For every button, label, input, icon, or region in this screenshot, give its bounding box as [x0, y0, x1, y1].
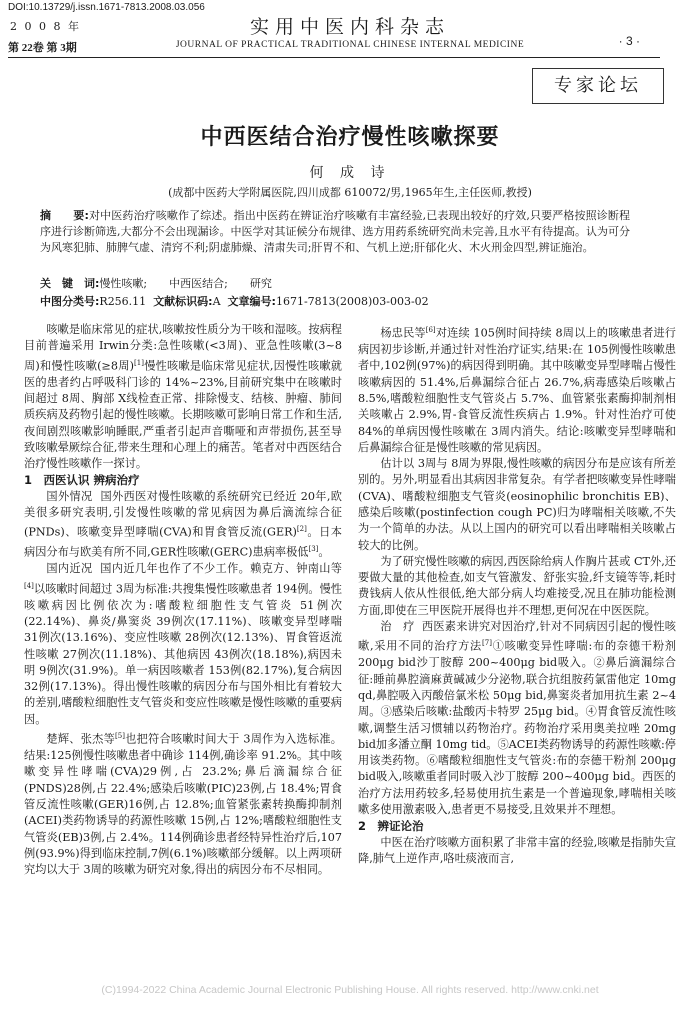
doc-code-label: 文献标识码:	[153, 295, 213, 308]
clc-value: R256.11	[99, 295, 147, 308]
section-heading-1: 1 西医认识 辨病治疗	[24, 473, 140, 488]
citation-ref: [2]	[296, 525, 307, 534]
column-tag: 专家论坛	[532, 68, 664, 104]
keywords	[40, 276, 630, 292]
citation-ref: [7]	[482, 639, 492, 648]
paragraph-examination: 为了研究慢性咳嗽的病因,西医除给病人作胸片甚或 CT外,还要做大量的其他检查,如支气管激发、舒张实验,纤支镜等等,耗时费钱病人依从性很低,绝大部分病人均难接受,况且在肺功能检测方面,即使在三甲医院开展得也并不理想,更何况在中医医院。	[358, 554, 676, 617]
doi-line: DOI:10.13729/j.issn.1671-7813.2008.03.056	[8, 2, 205, 13]
paragraph-lead: 治 疗	[380, 620, 415, 634]
clc-label: 中图分类号:	[40, 295, 100, 308]
citation-ref: [5]	[115, 732, 125, 741]
abstract-text: 对中医药治疗咳嗽作了综述。指出中医药在辨证治疗咳嗽有丰富经验,已表现出较好的疗效,只要严格按照诊断程序进行诊断筛选,大都分不会出现漏诊。中医学对其证候分布规律、选方用药系统研究尚未完善,且水平有待提高。认为可分为风寒犯肺、肺脾气虚、清窍不利;阴虚肺燥、清肃失司;肝胃不和、气机上逆;肝郁化火、木火刑金四型,辨证施治。	[40, 209, 630, 254]
paragraph-foreign: 国外情况 国外西医对慢性咳嗽的系统研究已经近 20年,欧美很多研究表明,引发慢性咳嗽的常见病因为鼻后滴流综合征(PNDs)、咳嗽变异型哮喘(CVA)和胃食管反流(GER)[2]。日本病因分布与欧美有所不同,GER性咳嗽(GERC)患病率极低[3]。	[24, 489, 342, 560]
article-title: 中西医结合治疗慢性咳嗽探要	[200, 125, 500, 150]
keywords-items: 慢性咳嗽; 中西医结合; 研究	[99, 277, 272, 290]
paragraph-lead: 国内近况	[46, 562, 93, 576]
abstract	[40, 208, 630, 256]
paragraph-chu-hui: 楚辉、张杰等[5]也把符合咳嗽时间大于 3周作为入选标准。结果:125例慢性咳嗽患者中确诊 114例,确诊率 91.2%。其中咳嗽变异性哮喘(CVA)29例,占 23.2%;鼻后滴漏综合征(PNDS)28例,占 22.4%;感染后咳嗽(PIC)23例,占 18.4%;胃食管反流性咳嗽(GER)16例,占 12.8%;血管紧张素转换酶抑制剂(ACEI)类药物诱导的药源性咳嗽 15例,占 12%;嗜酸粒细胞性支气管炎(EB)3例,占 2.4%。114例确诊患者经特异性治疗后,107例(93.9%)得到临床控制,7例(6.1%)咳嗽部分缓解。以上两项研究均以大于 3周的咳嗽为研究对象,得出的病因分布不尽相同。	[24, 732, 342, 877]
body-column-right	[358, 322, 676, 867]
body-column-left	[24, 322, 342, 878]
citation-ref: [4]	[24, 581, 34, 590]
copyright-footer: (C)1994-2022 China Academic Journal Electronic Publishing House. All rights reserved. http://www.cnki.net	[101, 984, 599, 996]
article-id-label: 文章编号:	[227, 295, 276, 308]
publication-year: 2 0 0 8 年	[10, 20, 81, 33]
page-number: · 3 ·	[618, 34, 640, 48]
journal-title-cn: 实用中医内科杂志	[249, 16, 450, 38]
paragraph-tcm: 中医在治疗咳嗽方面积累了非常丰富的经验,咳嗽是指肺失宣降,肺气上逆作声,咯吐痰液而言,	[358, 835, 676, 865]
paragraph-lead: 国外情况	[46, 489, 93, 503]
doc-code-value: A	[212, 295, 221, 308]
author-affiliation: (成都中医药大学附属医院,四川成都 610072/男,1965年生,主任医师,教授)	[168, 186, 532, 199]
abstract-label: 摘 要:	[40, 209, 89, 222]
volume-issue: 第 22卷 第 3期	[8, 42, 77, 54]
paragraph-estimate: 估计以 3周与 8周为界限,慢性咳嗽的病因分布是应该有所差别的。另外,明显看出其病因非常复杂。有学者把咳嗽变异性哮喘(CVA)、嗜酸粒细胞支气管炎(eosinophilic bronchitis EB)、感染后咳嗽(postinfection cough PC)归为哮喘相关咳嗽,不失为一个简单的办法。从以上国内的研究可以看出哮喘相关咳嗽占较大的比例。	[358, 457, 676, 552]
classification-line	[40, 294, 630, 310]
article-id-value: 1671-7813(2008)03-003-02	[275, 295, 429, 308]
paragraph-treatment: 治 疗 西医素来讲究对因治疗,针对不同病因引起的慢性咳嗽,采用不同的治疗方法[7]①咳嗽变异性哮喘:布的奈德干粉剂 200μg bid沙丁胺醇 200~400μg bid吸入。②鼻后滴漏综合征:睡前鼻腔滴麻黄碱减少分泌物,联合抗组胺药氯雷他定 10mg qd,鼻腔吸入丙酸倍氯米松 50μg bid,鼻窦炎者加用抗生素 2~4周。③感染后咳嗽:盐酸丙卡特罗 25μg bid。④胃食管反流性咳嗽,调整生活习惯辅以药物治疗。药物治疗采用奥美拉唑 20mg bid加多潘立酮 10mg tid。⑤ACEI类药物诱导的药源性咳嗽:停用该类药物。⑥嗜酸粒细胞性支气管炎:布的奈德干粉剂 200μg bid吸入,咳嗽重者同时吸入沙丁胺醇 200~400μg bid。西医的治疗方法用药较多,轻易使用抗生素是一个普遍现象,哮喘相关咳嗽多使用激素吸入,患者更不易接受,且效果并不理想。	[358, 620, 676, 817]
journal-title-en: JOURNAL OF PRACTICAL TRADITIONAL CHINESE INTERNAL MEDICINE	[175, 40, 525, 50]
paragraph-intro: 咳嗽是临床常见的症状,咳嗽按性质分为干咳和湿咳。按病程目前普遍采用 Irwin分类:急性咳嗽(<3周)、亚急性咳嗽(3~8周)和慢性咳嗽(≥8周)[1]慢性咳嗽是临床常见症状,因慢性咳嗽就医的患者约占呼吸科门诊的 14%~23%,目前研究集中在咳嗽时间超过 8周、胸部 X线检查正常、排除慢支、结核、肿瘤、肺间质疾病及药物引起的慢性咳嗽。长期咳嗽可影响日常工作和生活,夜间剧烈咳嗽影响睡眠,严重者引起声音嘶哑和声带损伤,甚至导致咳嗽晕厥综合征,带来生理和心理上的痛苦。笔者对中西医结合治疗慢性咳嗽作一探讨。	[24, 323, 342, 471]
keywords-label: 关 键 词:	[40, 277, 100, 290]
citation-ref: [3]	[308, 545, 319, 554]
citation-ref: [1]	[134, 358, 144, 367]
paragraph-domestic: 国内近况 国内近几年也作了不少工作。赖克方、钟南山等[4]以咳嗽时间超过 3周为标准:共搜集慢性咳嗽患者 194例。慢性咳嗽病因比例依次为:嗜酸粒细胞性支气管炎 51例次(22.14%)、鼻炎/鼻窦炎 39例次(17.11%)、咳嗽变异型哮喘 31例次(13.16%)、变应性咳嗽 28例次(12.13%)、胃食管返流性咳嗽 27例次(11.18%)、其他病因 43例次(18.18%),病因未明 9例次(31.9%)。单一病因咳嗽者 153例(82.17%),复合病因 32例(17.13%)。得出慢性咳嗽的病因分布与国外相比有着较大的差别,嗜酸粒细胞性支气管炎和变应性咳嗽是慢性咳嗽的重要病因。	[24, 562, 342, 726]
paragraph-yang: 杨忠民等[6]对连续 105例时间持续 8周以上的咳嗽患者进行病因初步诊断,并通过针对性治疗证实,结果:在 105例慢性咳嗽患者中,102例(97%)的病因得到明确。其中咳嗽变异型哮喘占慢性咳嗽病因的 51.4%,后鼻漏综合征占 26.7%,病毒感染后咳嗽占 8.5%,嗜酸粒细胞性支气管炎占 5.7%、血管紧张素酶抑制剂相关咳嗽占 2.9%,胃-食管反流性疾病占 1.9%。针对性治疗可使 84%的单病因慢性咳嗽在 3周内消失。结论:咳嗽变异型哮喘和后鼻漏综合征是慢性咳嗽的常见病因。	[358, 326, 676, 454]
section-heading-2: 2 辨证论治	[358, 819, 424, 834]
author-name: 何 成 诗	[309, 165, 391, 181]
header-rule	[8, 57, 660, 58]
citation-ref: [6]	[425, 326, 436, 334]
